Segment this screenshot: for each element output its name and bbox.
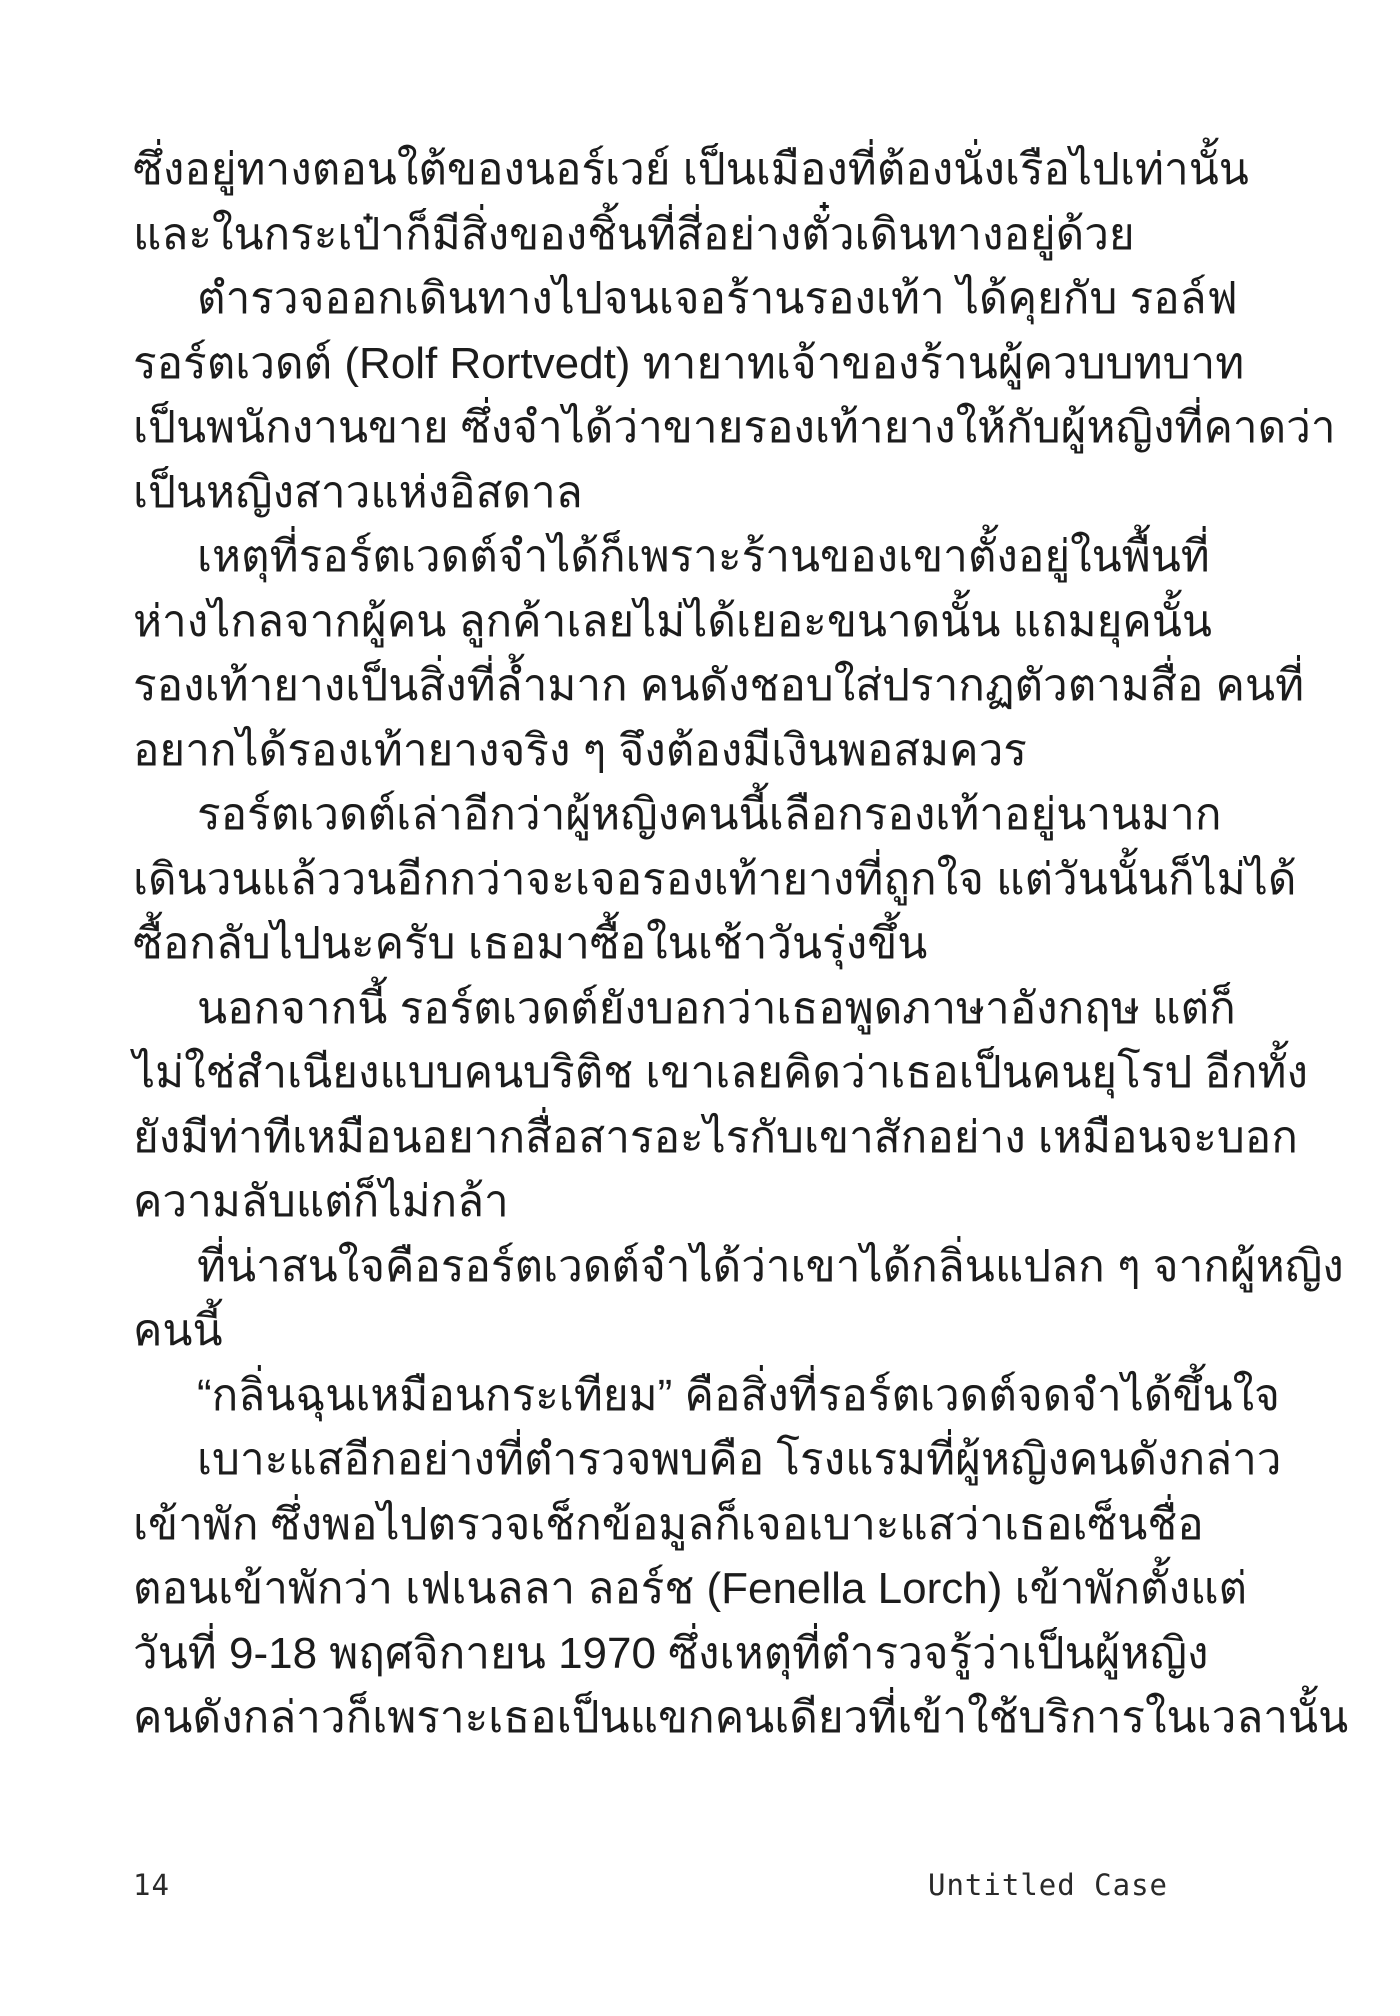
body-text	[133, 138, 1349, 1751]
body-line: “กลิ่นฉุนเหมือนกระเทียม” คือสิ่งที่รอร์ตเวดต์จดจำได้ขึ้นใจ	[197, 1370, 1280, 1420]
book-title: Untitled Case	[928, 1868, 1168, 1902]
body-line: ความลับแต่ก็ไม่กล้า	[133, 1177, 509, 1226]
body-line: ซื้อกลับไปนะครับ เธอมาซื้อในเช้าวันรุ่งขึ้น	[133, 919, 928, 968]
body-line: เป็นหญิงสาวแห่งอิสดาล	[133, 467, 583, 517]
body-line: ไม่ใช่สำเนียงแบบคนบริติช เขาเลยคิดว่าเธอเป็นคนยุโรป อีกทั้ง	[133, 1048, 1309, 1097]
body-line: เดินวนแล้ววนอีกกว่าจะเจอรองเท้ายางที่ถูกใจ แต่วันนั้นก็ไม่ได้	[133, 854, 1297, 904]
body-line: รอร์ตเวดต์ (Rolf Rortvedt) ทายาทเจ้าของร้านผู้ควบบทบาท	[133, 338, 1245, 388]
body-line: ซึ่งอยู่ทางตอนใต้ของนอร์เวย์ เป็นเมืองที่ต้องนั่งเรือไปเท่านั้น	[133, 145, 1249, 194]
body-line: รองเท้ายางเป็นสิ่งที่ล้ำมาก คนดังชอบใส่ปรากฏตัวตามสื่อ คนที่	[133, 661, 1305, 710]
body-line: ตำรวจออกเดินทางไปจนเจอร้านรองเท้า ได้คุยกับ รอล์ฟ	[197, 274, 1238, 323]
body-line: เป็นพนักงานขาย ซึ่งจำได้ว่าขายรองเท้ายางให้กับผู้หญิงที่คาดว่า	[133, 403, 1336, 452]
body-line: นอกจากนี้ รอร์ตเวดต์ยังบอกว่าเธอพูดภาษาอังกฤษ แต่ก็	[197, 983, 1236, 1033]
body-line: คนนี้	[133, 1306, 223, 1355]
body-line: เหตุที่รอร์ตเวดต์จำได้ก็เพราะร้านของเขาตั้งอยู่ในพื้นที่	[197, 532, 1210, 581]
body-line: อยากได้รองเท้ายางจริง ๆ จึงต้องมีเงินพอสมควร	[133, 725, 1027, 775]
body-line: คนดังกล่าวก็เพราะเธอเป็นแขกคนเดียวที่เข้าใช้บริการในเวลานั้น	[133, 1693, 1349, 1742]
body-line: เบาะแสอีกอย่างที่ตำรวจพบคือ โรงแรมที่ผู้หญิงคนดังกล่าว	[197, 1435, 1282, 1484]
body-line: รอร์ตเวดต์เล่าอีกว่าผู้หญิงคนนี้เลือกรองเท้าอยู่นานมาก	[197, 790, 1222, 839]
page-number: 14	[133, 1868, 170, 1902]
body-line: ที่น่าสนใจคือรอร์ตเวดต์จำได้ว่าเขาได้กลิ่นแปลก ๆ จากผู้หญิง	[197, 1241, 1344, 1291]
page-footer	[133, 1868, 1168, 1902]
body-line: เข้าพัก ซึ่งพอไปตรวจเช็กข้อมูลก็เจอเบาะแสว่าเธอเซ็นชื่อ	[133, 1499, 1204, 1549]
body-line: วันที่ 9-18 พฤศจิกายน 1970 ซึ่งเหตุที่ตำรวจรู้ว่าเป็นผู้หญิง	[133, 1628, 1209, 1678]
body-line: ยังมีท่าทีเหมือนอยากสื่อสารอะไรกับเขาสักอย่าง เหมือนจะบอก	[133, 1112, 1298, 1162]
body-line: และในกระเป๋าก็มีสิ่งของชิ้นที่สี่อย่างตั๋วเดินทางอยู่ด้วย	[133, 209, 1135, 259]
body-line: ตอนเข้าพักว่า เฟเนลลา ลอร์ช (Fenella Lorch) เข้าพักตั้งแต่	[133, 1564, 1248, 1613]
body-line: ห่างไกลจากผู้คน ลูกค้าเลยไม่ได้เยอะขนาดนั้น แถมยุคนั้น	[133, 596, 1213, 646]
